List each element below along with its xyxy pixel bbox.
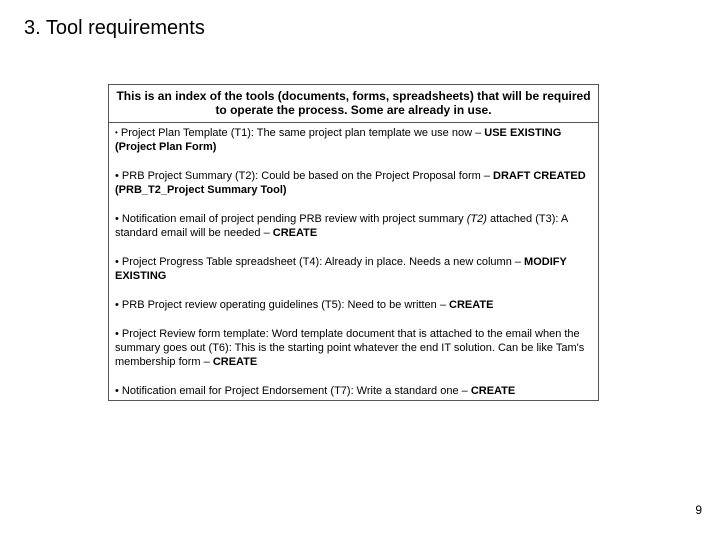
tool-item-status: CREATE: [470, 385, 516, 397]
tool-item-text: attached (T3): A standard email will be needed –: [115, 213, 568, 239]
tool-item-status: MODIFY EXISTING: [115, 256, 567, 282]
tool-item-ref: (T2): [466, 213, 487, 225]
page-number: 9: [695, 503, 702, 517]
tool-item-status: DRAFT CREATED (PRB_T2_Project Summary Tool): [115, 170, 586, 196]
bullet-icon: •: [115, 385, 119, 397]
slide-title: 3. Tool requirements: [24, 17, 205, 39]
tool-item-text: Notification email of project pending PRB review with project summary: [121, 213, 467, 225]
box-header: This is an index of the tools (documents, forms, spreadsheets) that will be required to operate the process. Some are already in use.: [109, 85, 598, 123]
tool-item-text: PRB Project Summary (T2): Could be based on the Project Proposal form –: [121, 170, 494, 182]
tool-item-t3: [115, 212, 592, 240]
tool-item-t2: [115, 169, 592, 197]
tool-list: [109, 123, 598, 398]
tool-item-text: Project Progress Table spreadsheet (T4): Already in place. Needs a new column –: [121, 256, 525, 268]
tool-item-status: CREATE: [449, 299, 494, 311]
tool-item-text: PRB Project review operating guidelines (T5): Need to be written –: [121, 299, 450, 311]
bullet-icon: •: [115, 256, 119, 268]
bullet-icon: •: [115, 128, 118, 137]
bullet-icon: •: [115, 299, 119, 311]
tool-item-text: Project Review form template: Word template document that is attached to the email when the summary goes out (T6): This is the starting point whatever the end IT solution. Can be like Tam's membership form –: [115, 328, 585, 368]
tool-item-t6: [115, 327, 592, 369]
tool-item-text: Notification email for Project Endorsement (T7): Write a standard one –: [121, 385, 471, 397]
tool-item-t7: [115, 384, 592, 398]
tool-index-box: [108, 84, 599, 401]
tool-item-t1: [115, 126, 592, 154]
tool-item-status: CREATE: [212, 356, 258, 368]
tool-item-status: CREATE: [272, 227, 318, 239]
tool-item-text: Project Plan Template (T1): The same project plan template we use now –: [120, 127, 485, 139]
tool-item-status: USE EXISTING (Project Plan Form): [115, 127, 562, 153]
bullet-icon: •: [115, 328, 119, 340]
bullet-icon: •: [115, 213, 119, 225]
tool-item-t4: [115, 255, 592, 283]
bullet-icon: •: [115, 170, 119, 182]
tool-item-t5: [115, 298, 592, 312]
